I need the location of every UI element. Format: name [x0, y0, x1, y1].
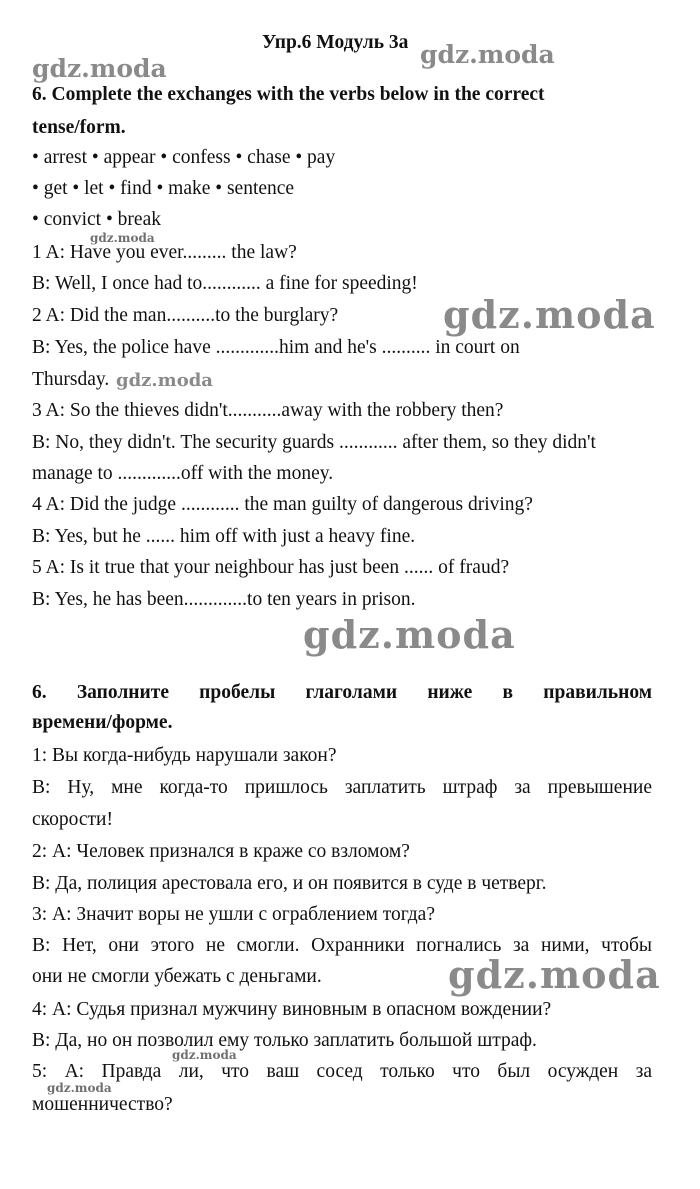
watermark-logo: gdz.moda — [116, 370, 213, 391]
page-title: Упр.6 Модуль 3а — [262, 32, 409, 53]
translation-line: В: Нет, они этого не смогли. Охранники погнались за ними, чтобы — [32, 935, 652, 956]
exchange-line: manage to .............off with the money. — [32, 463, 334, 484]
exchange-line: 4 A: Did the judge ............ the man guilty of dangerous driving? — [32, 494, 533, 515]
watermark-logo: gdz.moda — [420, 40, 555, 69]
task-heading-en-line1: 6. Complete the exchanges with the verbs below in the correct — [32, 84, 545, 105]
exchange-line: 5 A: Is it true that your neighbour has just been ...... of fraud? — [32, 557, 510, 578]
translation-line: В: Ну, мне когда-то пришлось заплатить штраф за превышение — [32, 777, 652, 798]
translation-line: 2: А: Человек признался в краже со взломом? — [32, 841, 410, 862]
watermark-logo: gdz.moda — [32, 54, 167, 83]
watermark-logo: gdz.moda — [172, 1048, 237, 1062]
verb-list-line2: • get • let • find • make • sentence — [32, 178, 295, 199]
translation-line: они не смогли убежать с деньгами. — [32, 966, 322, 987]
task-heading-en-line2: tense/form. — [32, 117, 126, 138]
exchange-line: 3 A: So the thieves didn't...........away with the robbery then? — [32, 400, 504, 421]
exchange-line: 2 A: Did the man..........to the burglary? — [32, 305, 339, 326]
watermark-logo: gdz.moda — [303, 612, 516, 657]
watermark-logo: gdz.moda — [47, 1081, 112, 1095]
translation-line: 5: А: Правда ли, что ваш сосед только что был осужден за — [32, 1061, 652, 1082]
verb-list-line1: • arrest • appear • confess • chase • pay — [32, 147, 336, 168]
exchange-line: B: Well, I once had to............ a fine for speeding! — [32, 273, 418, 294]
exchange-line: B: Yes, he has been.............to ten years in prison. — [32, 589, 416, 610]
exchange-line: B: Yes, the police have .............him and he's .......... in court on — [32, 337, 520, 358]
translation-line: В: Да, но он позволил ему только заплатить большой штраф. — [32, 1030, 537, 1051]
exchange-line: B: Yes, but he ...... him off with just a heavy fine. — [32, 526, 416, 547]
exchange-line: Thursday. — [32, 369, 110, 390]
translation-line: 4: А: Судья признал мужчину виновным в опасном вождении? — [32, 999, 552, 1020]
translation-line: 1: Вы когда-нибудь нарушали закон? — [32, 745, 337, 766]
translation-line: мошенничество? — [32, 1094, 173, 1115]
translation-line: скорости! — [32, 809, 113, 830]
exchange-line: 1 A: Have you ever......... the law? — [32, 242, 297, 263]
task-heading-ru-line2: времени/форме. — [32, 712, 173, 733]
watermark-logo: gdz.moda — [90, 231, 155, 245]
exchange-line: B: No, they didn't. The security guards ............ after them, so they didn't — [32, 432, 596, 453]
translation-line: В: Да, полиция арестовала его, и он появится в суде в четверг. — [32, 873, 547, 894]
translation-line: 3: А: Значит воры не ушли с ограблением тогда? — [32, 904, 435, 925]
watermark-logo: gdz.moda — [443, 292, 656, 337]
task-heading-ru-line1: 6. Заполните пробелы глаголами ниже в правильном — [32, 682, 652, 703]
verb-list-line3: • convict • break — [32, 209, 161, 230]
watermark-logo: gdz.moda — [448, 952, 661, 997]
